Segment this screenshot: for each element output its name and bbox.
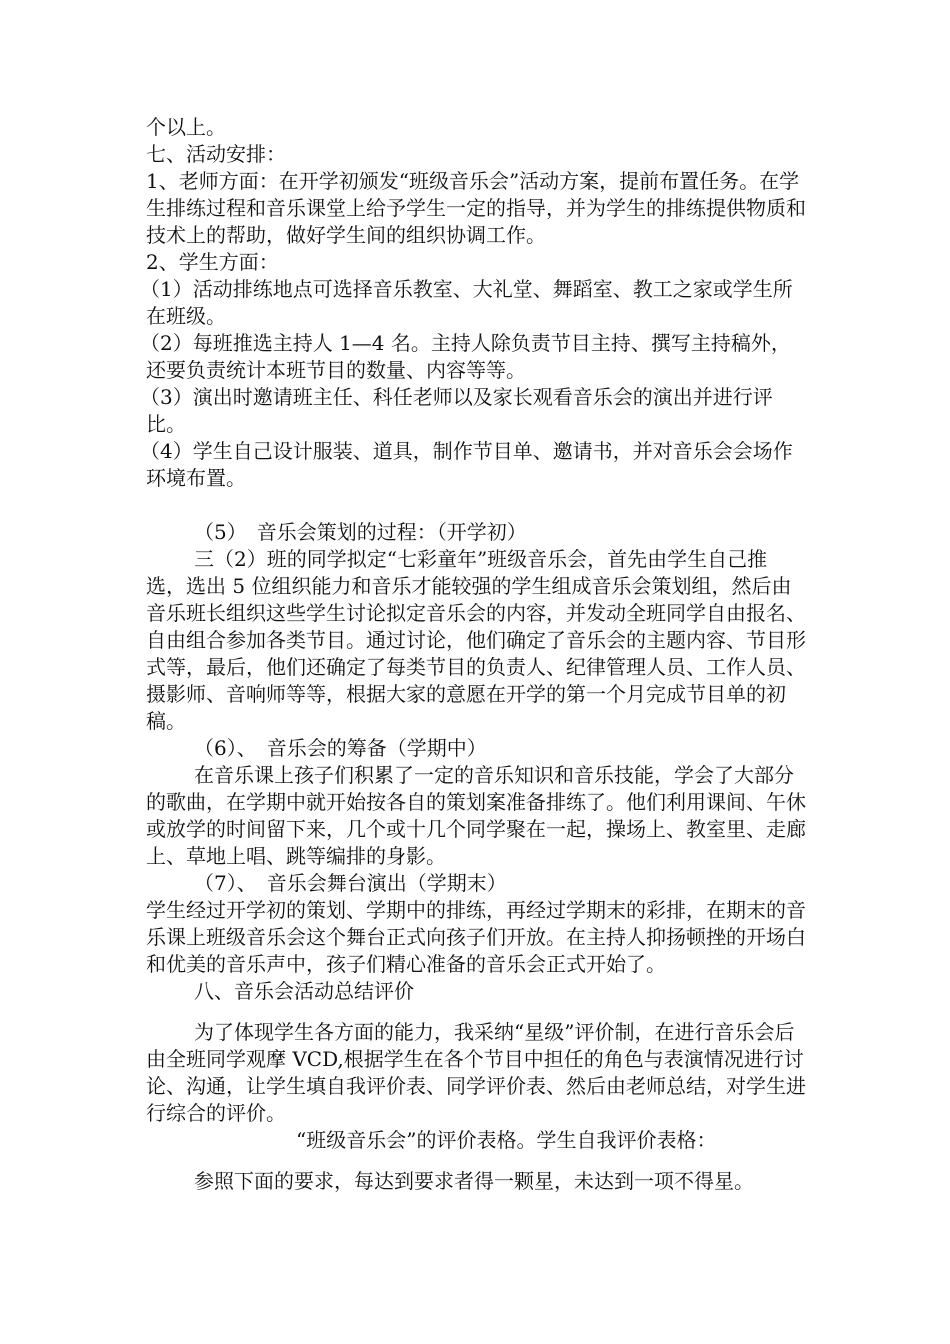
paragraph-performance: 学生经过开学初的策划、学期中的排练，再经过学期末的彩排，在期末的音乐课上班级音乐会这个舞台正式向孩子们开放。在主持人抑扬顿挫的开场白和优美的音乐声中，孩子们精心准备的音乐会正式开始了。	[146, 898, 806, 976]
section-heading-activity-arrangement: 七、活动安排：	[146, 142, 286, 166]
paragraph-student-side: 2、学生方面：	[146, 250, 279, 274]
document-page	[140, 114, 806, 1195]
section-heading-evaluation: 八、音乐会活动总结评价	[194, 979, 414, 1003]
blank-line	[146, 1154, 806, 1168]
paragraph-evaluation: 为了体现学生各方面的能力，我采纳“星级”评价制，在进行音乐会后由全班同学观摩 VCD,根据学生在各个节目中担任的角色与表演情况进行讨论、沟通，让学生填自我评价表、同学评价表、然后由老师总结，对学生进行综合的评价。	[146, 1020, 806, 1125]
paragraph-teacher-side: 1、老师方面：在开学初颁发“班级音乐会”活动方案，提前布置任务。在学生排练过程和音乐课堂上给予学生一定的指导，并为学生的排练提供物质和技术上的帮助，做好学生间的组织协调工作。	[146, 169, 806, 247]
blank-line	[146, 1005, 806, 1019]
blank-line	[146, 492, 806, 519]
paragraph-preparation: 在音乐课上孩子们积累了一定的音乐知识和音乐技能，学会了大部分的歌曲，在学期中就开始按各自的策划案准备排练了。他们利用课间、午休或放学的时间留下来，几个或十几个同学聚在一起，操场上、教室里、走廊上、草地上唱、跳等编排的身影。	[146, 763, 806, 868]
subheading-planning: （5） 音乐会策划的过程：（开学初）	[194, 520, 527, 544]
list-item-1: （1）活动排练地点可选择音乐教室、大礼堂、舞蹈室、教工之家或学生所在班级。	[140, 277, 793, 328]
list-item-2: （2）每班推选主持人 1—4 名。主持人除负责节目主持、撰写主持稿外，还要负责统计本班节目的数量、内容等等。	[140, 331, 791, 382]
paragraph-star-rule: 参照下面的要求，每达到要求者得一颗星，未达到一项不得星。	[194, 1169, 754, 1193]
subheading-preparation: （6）、 音乐会的筹备（学期中）	[194, 736, 487, 760]
paragraph-planning: 三（2）班的同学拟定“七彩童年”班级音乐会，首先由学生自己推选，选出 5 位组织能力和音乐才能较强的学生组成音乐会策划组，然后由音乐班长组织这些学生讨论拟定音乐会的内容，并发动全班同学自由报名、自由组合参加各类节目。通过讨论，他们确定了音乐会的主题内容、节目形式等，最后，他们还确定了每类节目的负责人、纪律管理人员、工作人员、摄影师、音响师等等，根据大家的意愿在开学的第一个月完成节目单的初稿。	[146, 547, 806, 733]
paragraph: 个以上。	[146, 115, 226, 139]
list-item-4: （4）学生自己设计服装、道具，制作节目单、邀请书，并对音乐会会场作环境布置。	[140, 439, 793, 490]
subheading-performance: （7）、 音乐会舞台演出（学期末）	[194, 871, 507, 895]
list-item-3: （3）演出时邀请班主任、科任老师以及家长观看音乐会的演出并进行评比。	[140, 385, 773, 436]
table-caption: “班级音乐会”的评价表格。学生自我评价表格：	[296, 1128, 717, 1152]
